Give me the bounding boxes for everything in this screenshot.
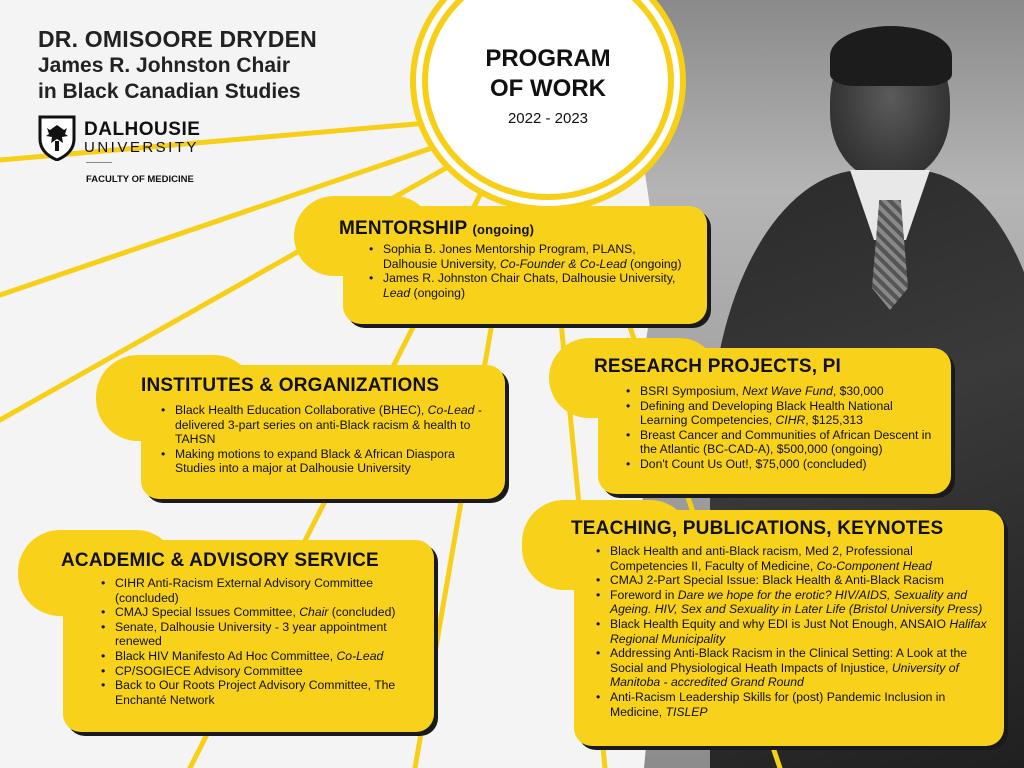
list-item-text: Black Health Equity and why EDI is Just Not Enough, ANSAIO [610, 616, 950, 631]
faculty-label: FACULTY OF MEDICINE [86, 174, 194, 185]
mentorship-title [339, 218, 534, 240]
list-item-text: Senate, Dalhousie University - 3 year appointment renewed [115, 619, 387, 649]
list-item-text: CIHR Anti-Racism External Advisory Committee (concluded) [115, 576, 374, 605]
list-item-text: BSRI Symposium, [640, 384, 743, 398]
teaching-title: TEACHING, PUBLICATIONS, KEYNOTES [571, 518, 944, 539]
list-item-tail: (ongoing) [626, 256, 682, 271]
list-item-italic: Dare we hope for the erotic? HIV/AIDS, Sexuality and Ageing. HIV, Sex and Sexuality in Later Life (Bristol University Press) [610, 587, 983, 617]
teaching-list-item [594, 588, 994, 617]
mentorship-title-suffix: (ongoing) [472, 222, 535, 237]
program-title-line1: PROGRAM [485, 45, 611, 72]
academic-list-item [99, 678, 429, 707]
mentorship-list-item [367, 242, 685, 271]
institutes-title: INSTITUTES & ORGANIZATIONS [141, 375, 440, 396]
academic-section [63, 540, 434, 732]
mentorship-section [339, 206, 707, 324]
research-section [594, 348, 951, 494]
academic-list-item [99, 605, 429, 620]
logo-word-university: UNIVERSITY [84, 139, 200, 156]
list-item-italic: Chair [299, 605, 329, 620]
academic-list-item [99, 664, 429, 679]
list-item-text: Black Health Education Collaborative (BHEC), [175, 403, 428, 417]
list-item-text: Making motions to expand Black & African Diaspora Studies into a major at Dalhousie University [175, 446, 455, 476]
faculty-divider [86, 162, 112, 163]
chair-title-line1: James R. Johnston Chair [38, 54, 291, 77]
list-item-italic: University of Manitoba - accredited Grand Round [610, 660, 959, 690]
list-item-text: Foreword in [610, 587, 678, 602]
list-item-italic: TISLEP [665, 704, 708, 719]
list-item-italic: Co-Founder & Co-Lead [499, 256, 627, 271]
teaching-list-item [594, 617, 994, 646]
program-years: 2022 - 2023 [507, 110, 589, 127]
mentorship-list-item [367, 271, 685, 300]
institutes-list [159, 403, 487, 476]
list-item-text: Defining and Developing Black Health National Learning Competencies, [640, 398, 893, 428]
list-item-italic: Co-Component Head [816, 558, 932, 573]
list-item-italic: Halifax Regional Municipality [610, 616, 987, 646]
program-title-line2: OF WORK [490, 75, 606, 102]
header-name-block [38, 26, 317, 105]
research-title: RESEARCH PROJECTS, PI [594, 356, 842, 377]
academic-list-item [99, 649, 429, 664]
research-list-item [624, 428, 942, 457]
person-name: DR. OMISOORE DRYDEN [38, 26, 317, 52]
institutes-section [141, 365, 505, 499]
program-title [428, 44, 668, 104]
teaching-list-item [594, 544, 994, 573]
list-item-text: Black Health and anti-Black racism, Med 2, Professional Competencies II, Faculty of Medicine, [610, 544, 913, 573]
list-item-text: Don't Count Us Out!, $75,000 (concluded) [640, 456, 867, 471]
research-list-item [624, 399, 942, 428]
list-item-tail: - delivered 3-part series on anti-Black racism & health to TAHSN [175, 403, 482, 447]
teaching-list [594, 544, 994, 719]
academic-list-item [99, 576, 429, 605]
academic-list-item [99, 620, 429, 649]
list-item-text: Black HIV Manifesto Ad Hoc Committee, [115, 648, 337, 663]
list-item-tail: , $125,313 [805, 413, 863, 428]
list-item-text: Breast Cancer and Communities of African Descent in the Atlantic (BC-CAD-A), $500,000 (ongoing) [640, 427, 932, 457]
teaching-list-item [594, 690, 994, 719]
dalhousie-logo [38, 115, 200, 161]
list-item-text: CMAJ 2-Part Special Issue: Black Health & Anti-Black Racism [610, 573, 944, 588]
institutes-list-item [159, 447, 487, 476]
institutes-list-item [159, 403, 487, 447]
list-item-text: CP/SOGIECE Advisory Committee [115, 663, 303, 678]
academic-list [99, 576, 429, 707]
mentorship-title-text: MENTORSHIP [339, 218, 467, 239]
teaching-section [571, 510, 1004, 746]
list-item-text: Sophia B. Jones Mentorship Program, PLANS, Dalhousie University, [383, 242, 636, 271]
list-item-italic: Next Wave Fund [742, 384, 833, 398]
list-item-italic: Lead [383, 285, 411, 300]
list-item-text: James R. Johnston Chair Chats, Dalhousie University, [383, 271, 676, 286]
logo-word-dalhousie: DALHOUSIE [84, 119, 201, 140]
shield-crest-icon [38, 115, 76, 161]
list-item-text: Addressing Anti-Black Racism in the Clinical Setting: A Look at the Social and Physiological Heath Impacts of Injustice, [610, 646, 968, 675]
list-item-text: Back to Our Roots Project Advisory Committee, The Enchanté Network [115, 678, 396, 707]
list-item-tail: (ongoing) [410, 285, 466, 300]
teaching-list-item [594, 646, 994, 690]
research-list-item [624, 384, 942, 399]
list-item-text: CMAJ Special Issues Committee, [115, 605, 300, 620]
research-list [624, 384, 942, 472]
teaching-list-item [594, 573, 994, 588]
list-item-italic: Co-Lead [427, 403, 475, 417]
mentorship-list [367, 242, 685, 300]
chair-title-line2: in Black Canadian Studies [38, 80, 301, 103]
list-item-italic: Co-Lead [336, 648, 384, 663]
list-item-tail: , $30,000 [832, 384, 884, 398]
list-item-tail: (concluded) [328, 605, 396, 620]
academic-title: ACADEMIC & ADVISORY SERVICE [61, 550, 379, 571]
list-item-italic: CIHR [775, 413, 806, 428]
list-item-text: Anti-Racism Leadership Skills for (post) Pandemic Inclusion in Medicine, [610, 689, 946, 719]
research-list-item [624, 457, 942, 472]
